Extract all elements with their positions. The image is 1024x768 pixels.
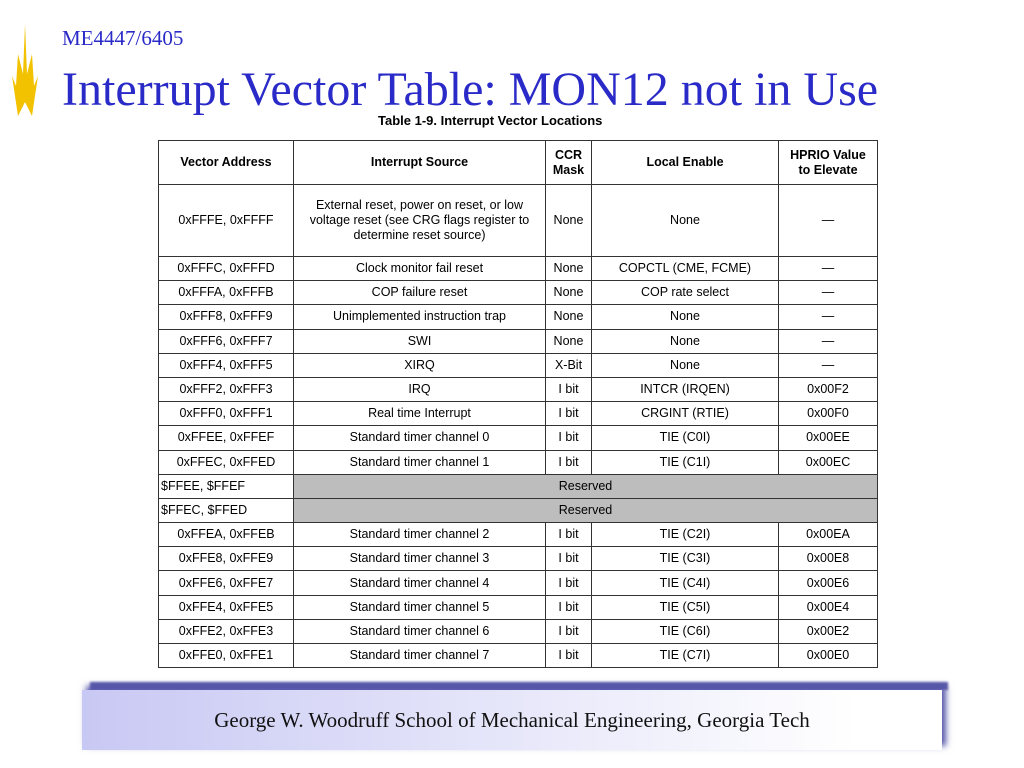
local-enable: None <box>592 353 779 377</box>
interrupt-source: Standard timer channel 3 <box>294 547 546 571</box>
interrupt-source: XIRQ <box>294 353 546 377</box>
local-enable: TIE (C1I) <box>592 450 779 474</box>
ccr-mask: I bit <box>546 619 592 643</box>
table-row <box>159 595 878 619</box>
table-row <box>159 402 878 426</box>
table-row <box>159 377 878 401</box>
table-row <box>159 644 878 668</box>
ccr-mask: I bit <box>546 571 592 595</box>
vector-address: 0xFFF0, 0xFFF1 <box>159 402 294 426</box>
reserved-cell: Reserved <box>294 498 878 522</box>
hprio-value: 0x00E2 <box>779 619 878 643</box>
georgia-tech-flame-logo <box>12 24 38 116</box>
table-row <box>159 281 878 305</box>
ccr-mask: None <box>546 305 592 329</box>
column-header: HPRIO Value to Elevate <box>779 141 878 185</box>
local-enable: TIE (C0I) <box>592 426 779 450</box>
ccr-mask: I bit <box>546 426 592 450</box>
hprio-value: — <box>779 305 878 329</box>
footer-text: George W. Woodruff School of Mechanical Engineering, Georgia Tech <box>214 708 810 732</box>
ccr-mask: X-Bit <box>546 353 592 377</box>
ccr-mask: I bit <box>546 377 592 401</box>
vector-address: $FFEC, $FFED <box>159 498 294 522</box>
interrupt-source: Unimplemented instruction trap <box>294 305 546 329</box>
ccr-mask: None <box>546 329 592 353</box>
interrupt-source: IRQ <box>294 377 546 401</box>
interrupt-source: Standard timer channel 2 <box>294 523 546 547</box>
vector-address: 0xFFFC, 0xFFFD <box>159 257 294 281</box>
ccr-mask: I bit <box>546 547 592 571</box>
local-enable: COPCTL (CME, FCME) <box>592 257 779 281</box>
interrupt-source: Standard timer channel 6 <box>294 619 546 643</box>
vector-address: 0xFFEC, 0xFFED <box>159 450 294 474</box>
hprio-value: — <box>779 329 878 353</box>
table-caption: Table 1-9. Interrupt Vector Locations <box>378 113 603 128</box>
hprio-value: 0x00E6 <box>779 571 878 595</box>
table-row <box>159 426 878 450</box>
local-enable: INTCR (IRQEN) <box>592 377 779 401</box>
vector-address: 0xFFFA, 0xFFFB <box>159 281 294 305</box>
ccr-mask: I bit <box>546 523 592 547</box>
vector-address: 0xFFF6, 0xFFF7 <box>159 329 294 353</box>
vector-address: 0xFFF4, 0xFFF5 <box>159 353 294 377</box>
hprio-value: 0x00EE <box>779 426 878 450</box>
local-enable: None <box>592 305 779 329</box>
ccr-mask: None <box>546 185 592 257</box>
local-enable: CRGINT (RTIE) <box>592 402 779 426</box>
ccr-mask: I bit <box>546 595 592 619</box>
table-row <box>159 450 878 474</box>
footer-banner <box>82 690 942 750</box>
interrupt-source: Standard timer channel 1 <box>294 450 546 474</box>
table-row <box>159 329 878 353</box>
vector-address: 0xFFEE, 0xFFEF <box>159 426 294 450</box>
hprio-value: — <box>779 185 878 257</box>
ccr-mask: I bit <box>546 644 592 668</box>
course-code: ME4447/6405 <box>62 26 184 50</box>
table-row <box>159 185 878 257</box>
vector-address: 0xFFF8, 0xFFF9 <box>159 305 294 329</box>
hprio-value: — <box>779 281 878 305</box>
local-enable: None <box>592 329 779 353</box>
interrupt-vector-table <box>158 140 878 668</box>
interrupt-source: Standard timer channel 7 <box>294 644 546 668</box>
hprio-value: — <box>779 353 878 377</box>
local-enable: TIE (C6I) <box>592 619 779 643</box>
interrupt-source: Standard timer channel 5 <box>294 595 546 619</box>
hprio-value: 0x00EC <box>779 450 878 474</box>
vector-address: 0xFFFE, 0xFFFF <box>159 185 294 257</box>
vector-address: 0xFFE0, 0xFFE1 <box>159 644 294 668</box>
column-header: Interrupt Source <box>294 141 546 185</box>
table-row <box>159 523 878 547</box>
vector-address: 0xFFE2, 0xFFE3 <box>159 619 294 643</box>
column-header: Vector Address <box>159 141 294 185</box>
interrupt-source: Standard timer channel 0 <box>294 426 546 450</box>
interrupt-source: External reset, power on reset, or low voltage reset (see CRG flags register to determine reset source) <box>294 185 546 257</box>
interrupt-source: Real time Interrupt <box>294 402 546 426</box>
column-header: Local Enable <box>592 141 779 185</box>
hprio-value: 0x00E8 <box>779 547 878 571</box>
hprio-value: 0x00EA <box>779 523 878 547</box>
hprio-value: 0x00E0 <box>779 644 878 668</box>
local-enable: TIE (C5I) <box>592 595 779 619</box>
table-row <box>159 257 878 281</box>
interrupt-source: COP failure reset <box>294 281 546 305</box>
interrupt-source: SWI <box>294 329 546 353</box>
ccr-mask: None <box>546 257 592 281</box>
interrupt-source: Clock monitor fail reset <box>294 257 546 281</box>
local-enable: TIE (C4I) <box>592 571 779 595</box>
table-row <box>159 547 878 571</box>
table-row <box>159 571 878 595</box>
ccr-mask: I bit <box>546 402 592 426</box>
ccr-mask: None <box>546 281 592 305</box>
local-enable: TIE (C2I) <box>592 523 779 547</box>
vector-address: $FFEE, $FFEF <box>159 474 294 498</box>
vector-address: 0xFFE6, 0xFFE7 <box>159 571 294 595</box>
vector-address: 0xFFE4, 0xFFE5 <box>159 595 294 619</box>
ccr-mask: I bit <box>546 450 592 474</box>
table-row <box>159 353 878 377</box>
hprio-value: 0x00F0 <box>779 402 878 426</box>
footer-shadow-bar <box>90 682 948 690</box>
local-enable: TIE (C3I) <box>592 547 779 571</box>
vector-address: 0xFFF2, 0xFFF3 <box>159 377 294 401</box>
vector-address: 0xFFE8, 0xFFE9 <box>159 547 294 571</box>
local-enable: None <box>592 185 779 257</box>
table-row <box>159 619 878 643</box>
reserved-cell: Reserved <box>294 474 878 498</box>
column-header: CCR Mask <box>546 141 592 185</box>
slide-title: Interrupt Vector Table: MON12 not in Use <box>62 63 879 116</box>
hprio-value: — <box>779 257 878 281</box>
local-enable: COP rate select <box>592 281 779 305</box>
vector-address: 0xFFEA, 0xFFEB <box>159 523 294 547</box>
hprio-value: 0x00F2 <box>779 377 878 401</box>
table-row <box>159 305 878 329</box>
hprio-value: 0x00E4 <box>779 595 878 619</box>
table-row-reserved <box>159 474 878 498</box>
local-enable: TIE (C7I) <box>592 644 779 668</box>
interrupt-source: Standard timer channel 4 <box>294 571 546 595</box>
table-row-reserved <box>159 498 878 522</box>
